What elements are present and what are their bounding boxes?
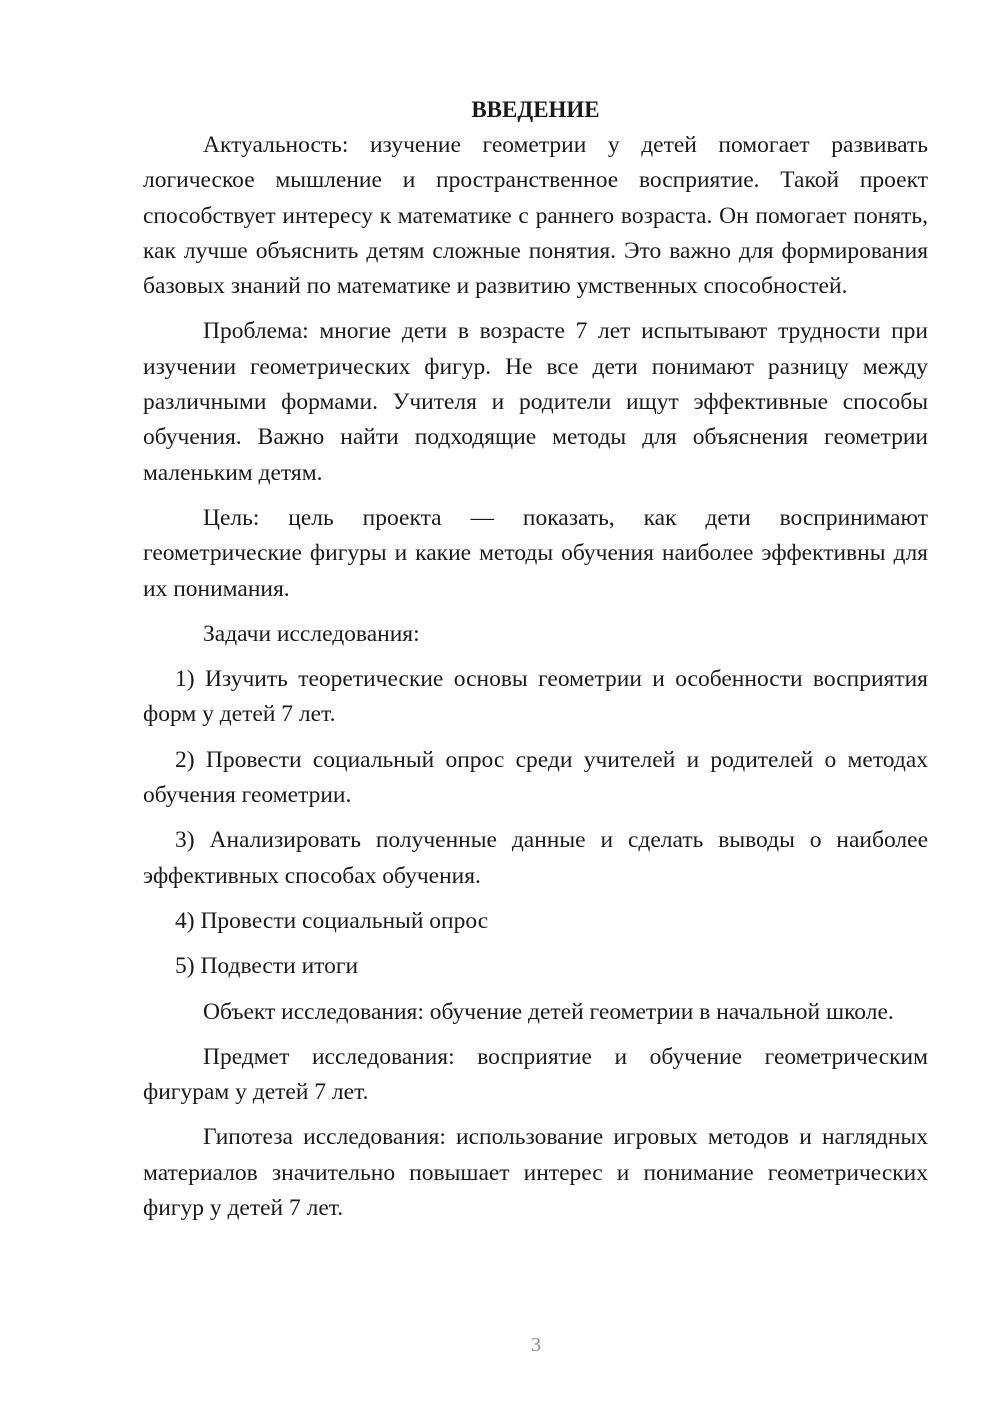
paragraph-problem: Проблема: многие дети в возрасте 7 лет испытывают трудности при изучении геометрических фигур. Не все дети понимают разницу между различными формами. Учителя и родители ищут эффективные способы обучения. Важно найти подходящие методы для объяснения геометрии маленьким детям. xyxy=(143,318,928,486)
paragraph-subject: Предмет исследования: восприятие и обучение геометрическим фигурам у детей 7 лет. xyxy=(143,1043,928,1106)
paragraph-goal: Цель: цель проекта — показать, как дети воспринимают геометрические фигуры и какие методы обучения наиболее эффективны для их понимания. xyxy=(143,504,928,602)
task-item-4: 4) Провести социальный опрос xyxy=(175,907,489,934)
task-item-1: 1) Изучить теоретические основы геометрии и особенности восприятия форм у детей 7 лет. xyxy=(143,666,928,728)
page-content xyxy=(143,92,928,1236)
task-item-2: 2) Провести социальный опрос среди учителей и родителей о методах обучения геометрии. xyxy=(143,746,928,809)
task-item-3: 3) Анализировать полученные данные и сделать выводы о наиболее эффективных способах обучения. xyxy=(143,827,928,889)
page-number: 3 xyxy=(531,1334,541,1356)
task-item-5: 5) Подвести итоги xyxy=(175,953,359,980)
paragraph-relevance: Актуальность: изучение геометрии у детей помогает развивать логическое мышление и пространственное восприятие. Такой проект способствует интересу к математике с раннего возраста. Он помогает понять, как лучше объяснить детям сложные понятия. Это важно для формирования базовых знаний по математике и развитию умственных способностей. xyxy=(143,132,928,300)
paragraph-hypothesis: Гипотеза исследования: использование игровых методов и наглядных материалов значительно повышает интерес и понимание геометрических фигур у детей 7 лет. xyxy=(143,1124,928,1222)
tasks-heading: Задачи исследования: xyxy=(203,620,420,647)
paragraph-object: Объект исследования: обучение детей геометрии в начальной школе. xyxy=(203,998,894,1025)
section-title: ВВЕДЕНИЕ xyxy=(471,97,600,122)
